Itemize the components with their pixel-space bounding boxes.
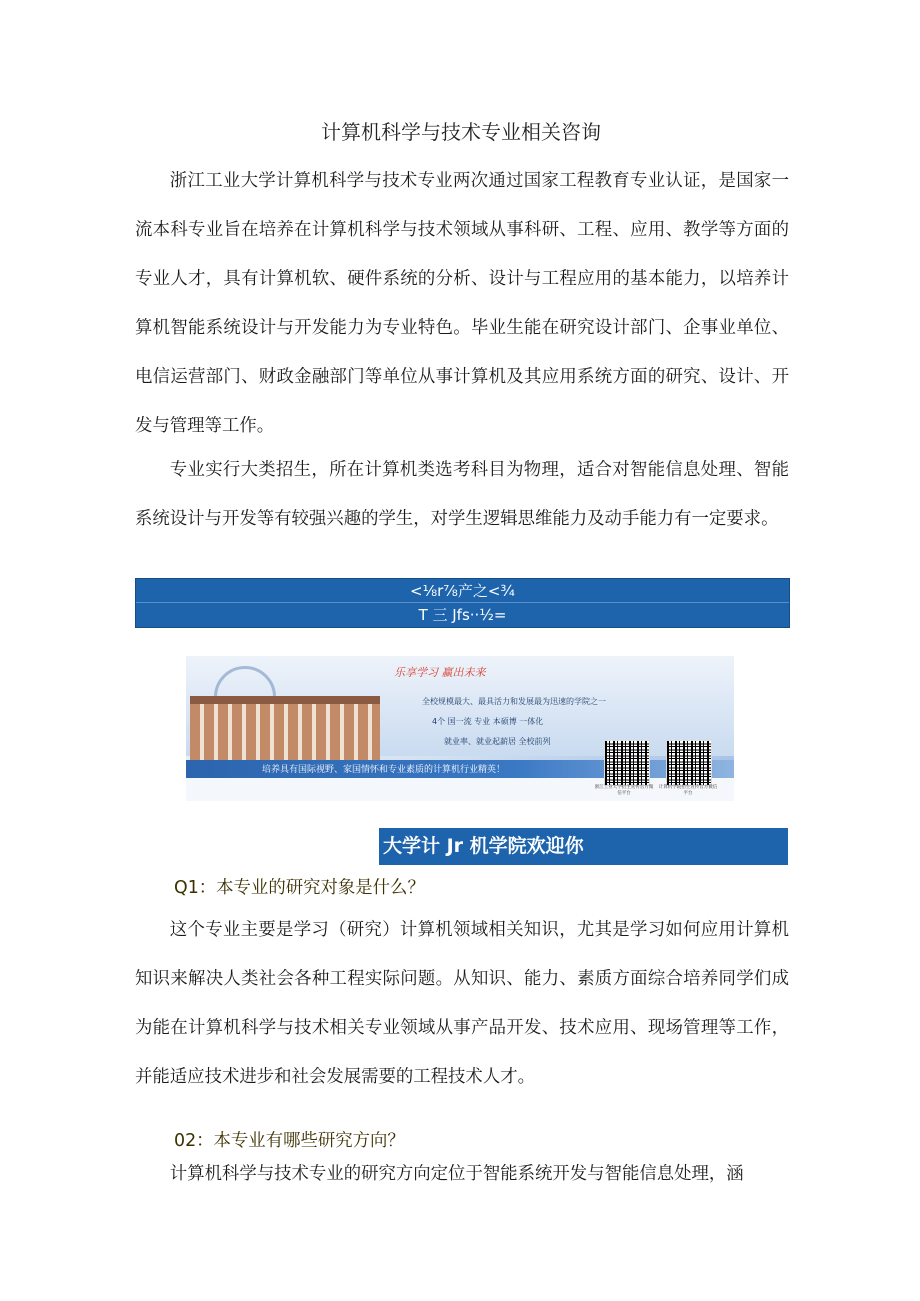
banner-line-1: 全校规模最大、最具活力和发展最为迅速的学院之一 <box>422 697 606 706</box>
document-title: 计算机科学与技术专业相关咨询 <box>321 120 601 144</box>
answer-1: 这个专业主要是学习（研究）计算机领域相关知识，尤其是学习如何应用计算机知识来解决人类社会各种工程实际问题。从知识、能力、素质方面综合培养同学们成为能在计算机科学与技术相关专业领域从事产品开发、技术应用、现场管理等工作，并能适应技术进步和社会发展需要的工程技术人才。 <box>135 920 789 1087</box>
college-promo-banner <box>186 656 734 801</box>
blue-banner-line-2: T 三 Jfs··½= <box>418 606 507 624</box>
campus-building-image <box>190 704 380 766</box>
question-2: 02：本专业有哪些研究方向？ <box>174 1131 405 1151</box>
enrollment-paragraph: 专业实行大类招生，所在计算机类选考科目为物理，适合对智能信息处理、智能系统设计与开发等有较强兴趣的学生，对学生逻辑思维能力及动手能力有一定要求。 <box>135 460 789 529</box>
qr-code-icon <box>666 740 712 786</box>
banner-ribbon-text: 培养具有国际视野、家国情怀和专业素质的计算机行业精英！ <box>262 765 506 775</box>
answer-2: 计算机科学与技术专业的研究方向定位于智能系统开发与智能信息处理，涵 <box>169 1164 744 1184</box>
banner-ribbon <box>186 760 734 778</box>
qr-caption: 浙江工业大学招生宣传官方微信平台 <box>594 785 654 796</box>
banner-slogan: 乐享学习 赢出未来 <box>394 666 486 679</box>
qr-code-icon <box>604 740 650 786</box>
welcome-banner <box>379 828 788 865</box>
banner-line-3: 就业率、就业起薪居 全校前列 <box>444 737 551 746</box>
intro-paragraph: 浙江工业大学计算机科学与技术专业两次通过国家工程教育专业认证，是国家一流本科专业旨在培养在计算机科学与技术领域从事科研、工程、应用、教学等方面的专业人才，具有计算机软、硬件系统的分析、设计与工程应用的基本能力，以培养计算机智能系统设计与开发能力为专业特色。毕业生能在研究设计部门、企事业单位、电信运营部门、财政金融部门等单位从事计算机及其应用系统方面的研究、设计、开发与管理等工作。 <box>135 171 789 436</box>
garbled-blue-banner <box>135 578 790 628</box>
blue-banner-line-1: <⅛r⅞产之<¾ <box>410 582 515 600</box>
question-1: Q1：本专业的研究对象是什么？ <box>174 878 425 898</box>
banner-line-2: 4个 国一流 专业 本硕博 一体化 <box>432 717 544 726</box>
blue-banner-divider <box>136 602 789 603</box>
welcome-text: 大学计 Jr 机学院欢迎你 <box>383 835 584 857</box>
qr-caption: 计算机学院招生宣传官方微信平台 <box>658 785 718 796</box>
